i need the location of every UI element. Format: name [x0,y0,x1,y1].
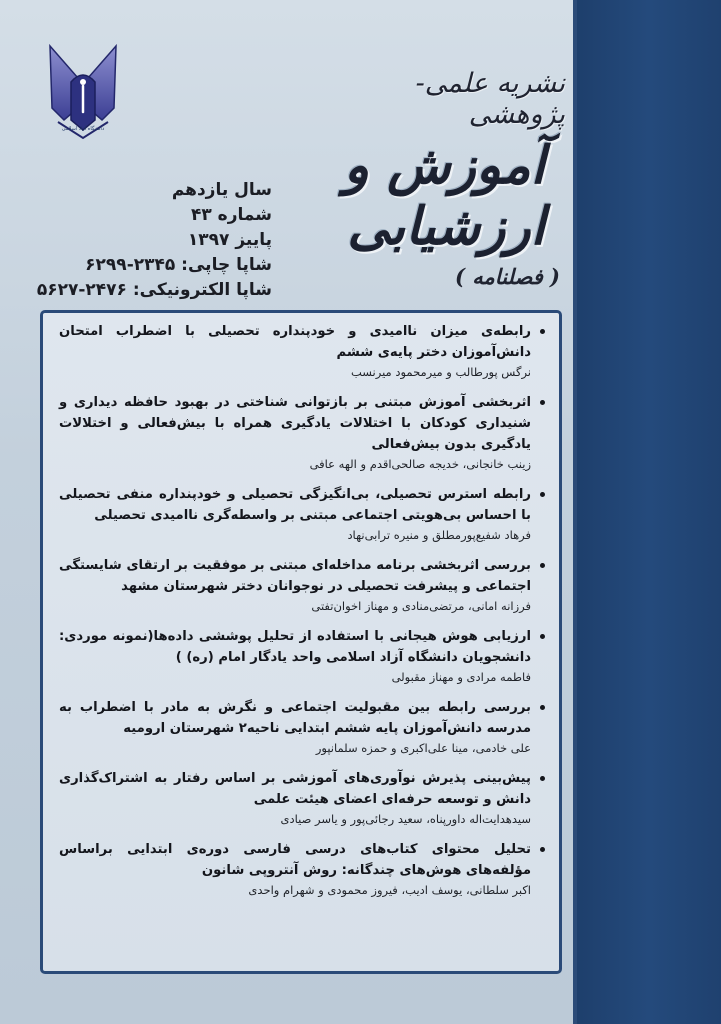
article-title: ارزیابی هوش هیجانی با استفاده از تحلیل پوششی داده‌ها(نمونه موردی: دانشجویان دانشگاه آزاد اسلامی واحد یادگار امام (ره) ) [59,626,545,668]
article-authors: اکبر سلطانی، یوسف ادیب، فیروز محمودی و شهرام واحدی [248,883,531,897]
journal-frequency: ( فصلنامه ) [455,264,560,289]
article-item[interactable] [59,626,545,686]
article-title: رابطه استرس تحصیلی، بی‌انگیزگی تحصیلی و خودپنداره منفی تحصیلی با احساس بی‌هویتی اجتماعی مبتنی بر واسطه‌گری ناامیدی تحصیلی [59,484,545,526]
bullet-icon [540,634,545,639]
article-authors: فرهاد شفیع‌پورمطلق و منیره ترابی‌نهاد [347,528,531,542]
issue-number: شماره ۴۳ [190,205,272,225]
article-title: رابطه‌ی میزان ناامیدی و خودپنداره تحصیلی با اضطراب امتحان دانش‌آموزان دختر پایه‌ی ششم [59,321,545,363]
bullet-icon [540,847,545,852]
online-issn: شاپا الکترونیکی: ۲۴۷۶-۵۶۲۷ [36,280,272,300]
article-authors: فرزانه امانی، مرتضی‌منادی و مهناز اخوان‌تفتی [311,599,531,613]
article-authors: زینب خانجانی، خدیجه صالحی‌اقدم و الهه عافی [309,457,531,471]
issue-season: پاییز ۱۳۹۷ [187,230,272,250]
article-title: اثربخشی آموزش مبتنی بر بازتوانی شناختی در بهبود حافظه دیداری و شنیداری کودکان با اختلالات یادگیری همراه با بیش‌فعالی و اختلالات یادگیری بدون بیش‌فعالی [59,392,545,455]
bullet-icon [540,563,545,568]
bullet-icon [540,329,545,334]
article-authors: فاطمه مرادی و مهناز مقبولی [391,670,531,684]
journal-type-label: نشریه علمی- پژوهشی [415,68,565,130]
article-authors: علی خادمی، مینا علی‌اکبری و حمزه سلمانپور [315,741,531,755]
article-authors: سیدهدایت‌اله داورپناه، سعید رجائی‌پور و یاسر صیادی [280,812,531,826]
article-item[interactable] [59,555,545,615]
article-item[interactable] [59,839,545,899]
print-issn: شاپا چاپی: ۲۳۴۵-۶۲۹۹ [85,255,272,275]
cover-spine [577,0,721,1024]
bullet-icon [540,400,545,405]
article-item[interactable] [59,321,545,381]
issue-info [36,178,272,303]
article-item[interactable] [59,768,545,828]
issue-year: سال یازدهم [171,180,272,200]
bullet-icon [540,705,545,710]
article-authors: نرگس پورطالب و میرمحمود میرنسب [350,365,531,379]
article-title: بررسی اثربخشی برنامه مداخله‌ای مبتنی بر موفقیت بر ارتقای شایستگی اجتماعی و پیشرفت تحصیلی در نوجوانان دختر شهرستان مشهد [59,555,545,597]
bullet-icon [540,492,545,497]
article-title: پیش‌بینی پذیرش نوآوری‌های آموزشی بر اساس رفتار به اشتراک‌گذاری دانش و توسعه حرفه‌ای اعضای هیئت علمی [59,768,545,810]
bullet-icon [540,776,545,781]
article-item[interactable] [59,697,545,757]
logo-caption: دانشگاه آزاد اسلامی [61,126,105,132]
article-item[interactable] [59,484,545,544]
university-emblem-icon [40,38,126,156]
article-title: بررسی رابطه بین مقبولیت اجتماعی و نگرش به مادر با اضطراب به مدرسه دانش‌آموزان پایه ششم ابتدایی ناحیه۲ شهرستان ارومیه [59,697,545,739]
table-of-contents [40,310,562,974]
article-item[interactable] [59,392,545,473]
journal-title: آموزش و ارزشیابی [344,135,545,257]
article-title: تحلیل محتوای کتاب‌های درسی فارسی دوره‌ی ابتدایی براساس مؤلفه‌های هوش‌های چندگانه: روش آنتروپی شانون [59,839,545,881]
